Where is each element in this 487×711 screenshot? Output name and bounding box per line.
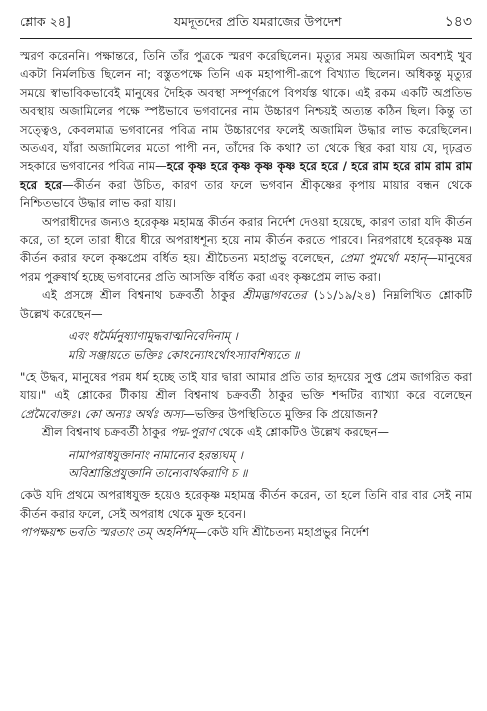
- paragraph-1-end: —কীর্তন করা উচিত, কারণ তার ফলে ভগবান শ্রীকৃষ্ণের কৃপায় মায়ার বন্ধন থেকে নিশ্চিতভাবে উদ্ধার লাভ করা যায়।: [20, 177, 472, 211]
- paragraph-7: [20, 523, 472, 541]
- papa-ksaya-quote: পাপক্ষয়শ্চ ভবতি স্মরতাং তম্ অহর্নিশম্: [20, 525, 196, 540]
- paragraph-3-text: এই প্রসঙ্গে শ্রীল বিশ্বনাথ চক্রবর্তী ঠাকুর: [42, 288, 243, 303]
- bhagavatam-title: শ্রীমদ্ভাগবতের: [242, 288, 307, 303]
- paragraph-2: [20, 213, 472, 287]
- paragraph-4-end: —ভক্তির উপস্থিতিতে মুক্তির কি প্রয়োজন?: [183, 406, 379, 421]
- paragraph-4: [20, 368, 472, 423]
- paragraph-1: [20, 47, 472, 213]
- purport-body: [20, 47, 472, 542]
- verse-2-line-2: অবিশ্রান্তিপ্রযুক্তানি তান্যেবার্থকরাণি চ ॥: [68, 465, 248, 480]
- premaivoktah-term: প্রেমৈবোক্তঃ: [20, 406, 77, 421]
- verse-1-line-1: এবং ধর্মৈর্মনুষ্যাণামুদ্ধবাত্মনিবেদিনাম্ ।: [68, 329, 238, 344]
- page: [20, 10, 472, 542]
- sanskrit-verse-1: [68, 327, 472, 364]
- prema-quote: প্রেমা পুমর্থো মহান্: [339, 251, 427, 266]
- paragraph-3-end: (১১/১৯/২৪) নিম্নলিখিত শ্লোকটি উল্লেখ করেছেন—: [20, 288, 472, 321]
- ko-anyah-term: কো অন্যঃ অর্থঃ অস্য: [84, 406, 184, 421]
- paragraph-5: [20, 423, 472, 441]
- paragraph-4-separator: ।: [76, 406, 85, 421]
- paragraph-2-text: অপরাধীদের জন্যও হরেকৃষ্ণ মহামন্ত্র কীর্তন করার নির্দেশ দেওয়া হয়েছে, কারণ তারা যদি কীর্তন করে, তা হলে তারা ধীরে ধীরে অপরাধশূন্য হয়ে নাম কীর্তন করতে পারবে। নিরপরাধে হরেকৃষ্ণ মন্ত্র কীর্তন করার ফলে কৃষ্ণপ্রেম বর্ধিত হয়। শ্রীচৈতন্য মহাপ্রভু বলেছেন,: [20, 214, 472, 266]
- paragraph-4-text: "হে উদ্ধব, মানুষের পরম ধর্ম হচ্ছে তাই যার দ্বারা আমার প্রতি তার হৃদয়ের সুপ্ত প্রেম জাগরিত করা যায়।" এই শ্লোকের টীকায় শ্রীল বিশ্বনাথ চক্রবর্তী ঠাকুর ভক্তি শব্দটির ব্যাখ্যা করে বলেছেন: [20, 369, 472, 403]
- header-chapter-title: যমদূতদের প্রতি যমরাজের উপদেশ: [173, 14, 342, 29]
- paragraph-7-end: —কেউ যদি শ্রীচৈতন্য মহাপ্রভুর নির্দেশ: [195, 525, 369, 540]
- hare-krishna-mantra: হরে কৃষ্ণ হরে কৃষ্ণ কৃষ্ণ কৃষ্ণ হরে হরে / হরে রাম হরে রাম রাম রাম হরে হরে: [20, 159, 472, 192]
- paragraph-2-end: —মানুষের পরম পুরুষার্থ হচ্ছে ভগবানের প্রতি আসক্তি বর্ধিত করা এবং কৃষ্ণপ্রেম লাভ করা।: [20, 251, 472, 284]
- page-number: ১৪৩: [444, 14, 472, 30]
- paragraph-1-text: স্মরণ করেননি। পক্ষান্তরে, তিনি তাঁর পুত্রকে স্মরণ করেছিলেন। মৃত্যুর সময় অজামিল অবশ্যই খুব একটা নির্মলচিত্ত ছিলেন না; বস্তুতপক্ষে তিনি এক মহাপাপী-রূপে বিখ্যাত ছিলেন। অধিকন্তু মৃত্যুর সময়ে স্বাভাবিকভাবেই মানুষের দৈহিক অবস্থা সম্পূর্ণরূপে বিপর্যস্ত থাকে। এই রকম একটি অপ্রতিভ অবস্থায় অজামিলের পক্ষে স্পষ্টভাবে ভগবানের নাম উচ্চারণ নিশ্চয়ই অত্যন্ত কঠিন ছিল। কিন্তু তা সত্ত্বেও, কেবলমাত্র ভগবানের পবিত্র নাম উচ্চারণের ফলেই অজামিল উদ্ধার লাভ করেছিলেন। অতএব, যাঁরা অজামিলের মতো পাপী নন, তাঁদের কি কথা? তা থেকে স্থির করা যায় যে, দৃঢ়ব্রত সহকারে ভগবানের পবিত্র নাম—: [20, 49, 472, 174]
- running-header: [20, 10, 472, 39]
- verse-2-line-1: নামাপরাধযুক্তানাং নামান্যেব হরন্ত্যঘম্ ।: [68, 447, 243, 462]
- verse-1-line-2: ময়ি সঞ্জায়তে ভক্তিঃ কোঽন্যোঽর্থোঽস্যাবশিষ্যতে ॥: [68, 347, 300, 362]
- paragraph-5-end: থেকে এই শ্লোকটিও উল্লেখ করছেন—: [214, 425, 390, 440]
- paragraph-5-text: শ্রীল বিশ্বনাথ চক্রবর্তী ঠাকুর: [42, 425, 171, 440]
- sanskrit-verse-2: [68, 446, 472, 483]
- header-verse-ref: শ্লোক ২৪]: [20, 14, 71, 29]
- paragraph-6: কেউ যদি প্রথমে অপরাধযুক্ত হয়েও হরেকৃষ্ণ মহামন্ত্র কীর্তন করেন, তা হলে তিনি বার বার সেই নাম কীর্তন করার ফলে, সেই অপরাধ থেকে মুক্ত হবেন।: [20, 488, 472, 521]
- padma-purana-title: পদ্ম-পুরাণ: [170, 425, 215, 440]
- paragraph-3: [20, 286, 472, 323]
